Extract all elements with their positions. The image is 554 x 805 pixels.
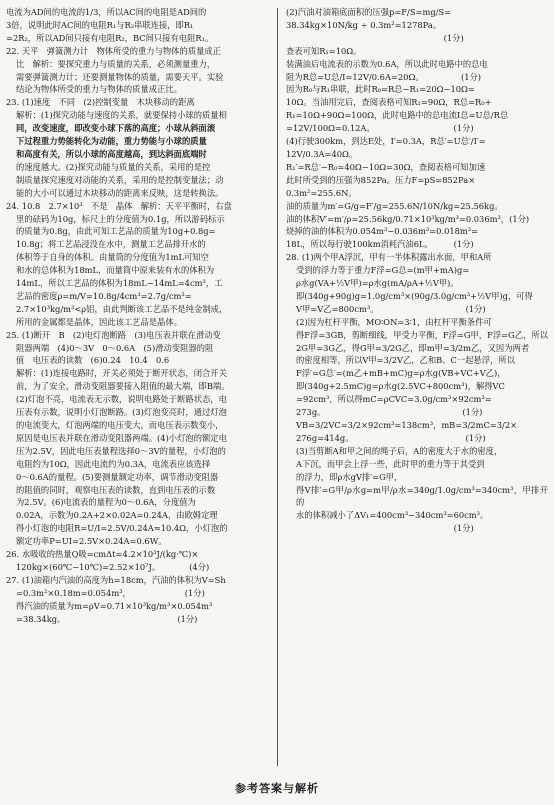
text-line: (2)因为杠杆平衡，MO∶ON=3∶1，由杠杆平衡条件可 [296,316,492,327]
text-line: 38.34kg×10N/kg ÷ 0.3m²=1278Pa。 [286,19,442,30]
text-line: 查表可知R₁=10Ω。 [286,45,362,56]
text-line: 和高度有关，所以小球的高度越高，到达斜面底端时 [16,148,207,159]
text-line: 2G甲=3G乙，得G甲=3/2G乙，即m甲=3/2m乙，又因为两者 [296,342,530,353]
text-line: (1分) [286,32,464,43]
text-line: 压表有示数，说明小灯泡断路。(3)灯泡变亮时，通过灯泡 [16,407,227,418]
text-line: 原因是电压表并联在滑动变阻器两端。(4)小灯泡的额定电 [16,432,227,443]
text-line: 解析：(1)连接电路时，开关必须处于断开状态，闭合开关 [16,368,227,379]
text-line: 需要弹簧测力计；还要测量物体的质量，需要天平。实验 [16,71,224,82]
text-line: =92cm³，所以得mC=ρCVC=3.0g/cm³×92cm³= [296,394,492,405]
text-line: 22. 天平 弹簧测力计 物体所受的重力与物体的质量成正 [6,45,221,56]
text-line: 压为2.5V，因此电压表量程选择0～3V的量程，小灯泡的 [16,445,226,456]
text-line: 得V排′=G甲/ρ水g=m甲/ρ水=340g/1.0g/cm³=340cm³，甲排开的 [296,484,548,508]
text-line: 艺品的密度ρ=m/V=10.8g/4cm³=2.7g/cm³= [16,290,192,301]
text-line: 2.7×10³kg/m³<ρ铝，由此判断该工艺品不是纯金制成， [16,303,228,314]
text-line: 25. (1)断开 B (2)电灯泡断路 (3)电压表并联在滑动变 [6,329,221,340]
text-line: 即(340g+2.5mC)g=ρ水g(2.5VC+800cm³)，解得VC [296,381,505,392]
text-line: 电阻约为10Ω，因此电流约为0.3A，电流表应该选择 [16,458,211,469]
text-line: (2)汽油对油箱底面积的压强p=F/S=mg/S= [286,7,452,17]
text-line: 比 解析：要探究重力与质量的关系，必须测量重力， [16,58,216,69]
text-line: (4)行驶300km，到达E处，I′=0.3A，R总′=U总′/I′= [286,136,486,147]
text-line: 下过程重力势能转化为动能，重力势能与小球的质量 [16,136,207,147]
text-line: (3)当剪断A和甲之间的绳子后，A的密度大于水的密度， [296,445,503,456]
text-line: 28. (1)两个甲A浮沉，甲有一半体积露出水面，甲和A所 [286,252,492,263]
text-line: 解析：(1)探究动能与速度的关系，就要保持小球的质量相 [16,110,227,121]
text-line: 的电流变大，灯泡两端的电压变大，而电压表示数变小， [16,420,224,430]
text-line: 额定功率P=UI=2.5V×0.24A=0.6W。 [16,536,167,547]
text-line: 油的体积V′=m′/ρ=25.56kg/0.71×10³kg/m³=0.036m³，(1分) [286,213,530,224]
text-line: 0.02A，示数为0.2A+2×0.02A=0.24A，由欧姆定理 [16,510,218,521]
text-line: 的阻值的同时，观察电压表的读数，直到电压表的示数 [16,484,216,495]
text-line: =0.3m²×0.18m=0.054m³， (1分) [16,587,205,598]
text-line: 此时所受到的压强为852Pa。压力F=pS=852Pa× [286,174,476,185]
column-divider [277,8,278,766]
text-line: 26. 水吸收的热量Q吸=cmΔt=4.2×10³J/(kg·℃)× [6,549,199,560]
text-line: 制质量探究速度对动能的关系，采用的是控制变量法；动 [16,174,224,185]
text-line: F浮′=G总′=(m乙+mB+mC)g=ρ水g(VB+VC+V乙)， [296,368,506,379]
text-line: 前，为了安全，滑动变阻器要接入阻值的最大端，即B端。 [16,381,230,392]
text-line: 120kg×(60℃−10℃)=2.52×10⁷J。 (4分) [16,561,210,572]
text-line: 10.8g；将工艺品浸没在水中，测量工艺品排开水的 [16,239,206,250]
text-line: 装满油后电流表的示数为0.6A，所以此时电路中的总电 [286,58,488,69]
text-line: R₁=10Ω+90Ω=100Ω，此时电路中的总电流I总=U总/R总 [286,110,509,121]
text-line: 24. 10.8 2.7×10³ 不是 晶体 解析：天平平衡时，右盘 [6,200,232,211]
text-line: 和水的总体积为18mL，而量筒中原来装有水的体积为 [16,265,215,276]
text-line: 23. (1)速度 不同 (2)控制变量 木块移动的距离 [6,97,195,108]
left-column [6,6,268,626]
text-line: 油的质量为m′=G/g=F′/g=255.6N/10N/kg=25.56kg。 [286,200,503,211]
text-line: 为2.5V。(6)电流表的量程为0～0.6A，分度值为 [16,497,196,508]
text-line: 里的砝码为10g，标尺上的分度值为0.1g，所以游码标示 [16,213,225,224]
text-line: 得F浮=3GB，剪断细线，甲受力平衡，F浮=G甲，F浮=G乙，所以 [296,329,548,340]
text-line: 0.3m²=255.6N。 [286,187,357,198]
right-column [286,6,548,535]
text-line: 值 电压表的读数 (6)0.24 10.4 0.6 [16,355,170,366]
text-line: 即(340g+90g)g=1.0g/cm³×(90g/3.0g/cm³+½V甲)g，可得 [296,290,533,301]
text-line: =2R₂，所以AD间只接有电阻R₂，BC间只接有电阻R₁。 [6,32,214,43]
text-line: 得小灯泡的电阻R=U/I=2.5V/0.24A≈10.4Ω，小灯泡的 [16,523,228,534]
text-line: 阻器两端 (4)0～3V 0～0.6A (5)滑动变阻器的阻 [16,342,214,353]
text-line: 体积等于自身的体积。由量筒的分度值为1mL可知空 [16,252,209,263]
text-line: 得汽油的质量为m=ρV=0.71×10³kg/m³×0.054m³ [16,600,213,611]
text-line: 14mL，所以工艺品的体积为18mL−14mL=4cm³，工 [16,278,223,289]
text-line: =12V/100Ω=0.12A。 (1分) [286,123,474,134]
text-line: 的浮力，即ρ水gV排′=G甲， [296,471,403,482]
text-line: A下沉，而甲会上浮一些，此时甲的重力等于其受到 [296,458,485,469]
text-line: 18L，所以每行驶100km消耗汽油6L。 (1分) [286,239,474,250]
text-line: (1分) [296,523,474,534]
text-line: 10Ω。当油用完后，查阅表格可知R₁=90Ω，R总=R₀+ [286,97,492,108]
text-line: 的速度越大。(2)探究动能与质量的关系，采用的是控 [16,161,211,172]
text-line: 结论为物体所受的重力与物体的质量成正比。 [16,84,182,95]
text-line: =38.34kg。 (1分) [16,613,198,624]
page-footer: 参考答案与解析 [235,782,319,795]
text-line: 阻为R总=U总/I=12V/0.6A=20Ω。 (1分) [286,71,482,82]
text-line: 受到的浮力等于重力F浮=G总=(m甲+mA)g= [296,265,470,276]
text-line: 0～0.6A的量程。(5)要测量额定功率，调节滑动变阻器 [16,471,219,482]
text-line: R₁′=R总′−R₀=40Ω−10Ω=30Ω，查阅表格可知加速 [286,161,486,172]
text-line: 的质量为0.8g，由此可知工艺品的质量为10g+0.8g= [16,226,216,237]
text-line: 3倍，说明此时AC间的电阻R₁与R₂串联连接，即R₁ [6,19,194,30]
text-line: (2)灯泡不亮，电流表无示数，说明电路处于断路状态，电 [16,394,227,405]
text-line: 273g。 (1分) [296,407,483,418]
text-line: V甲=V乙=800cm³。 (1分) [296,303,486,314]
text-line: 12V/0.3A=40Ω。 [286,148,358,159]
text-line: 因为R₀与R₁串联，此时R₀=R总−R₁=20Ω−10Ω= [286,84,475,95]
text-line: ρ水g(VA+½V甲)=ρ水g(mA/ρA+½V甲)。 [296,278,459,289]
text-line: VB=3/2VC=3/2×92cm³=138cm³，mB=3/2mC=3/2× [296,420,518,430]
text-line: 能的大小可以通过木块移动的距离来反映，这是转换法。 [16,187,224,198]
text-line: 的密度相等，所以V甲=3/2V乙，乙和B、C一起悬浮，所以 [296,355,515,366]
text-line: 水的体积减小了ΔV₁=400cm³−340cm³=60cm³。 [296,510,489,521]
text-line: 电流为AD间的电流的1/3，所以AC间的电阻是AD间的 [6,7,207,17]
text-line: 276g=414g。 (1分) [296,432,486,443]
text-line: 所用的金属都是晶体，因此该工艺品是晶体。 [16,316,182,327]
text-line: 烧掉的油的体积为0.054m³−0.036m³=0.018m³= [286,226,479,237]
text-line: 27. (1)油箱内汽油的高度为h=18cm，汽油的体积为V=Sh [6,574,226,585]
text-line: 同，改变速度，即改变小球下落的高度；小球从斜面滚 [16,123,216,134]
